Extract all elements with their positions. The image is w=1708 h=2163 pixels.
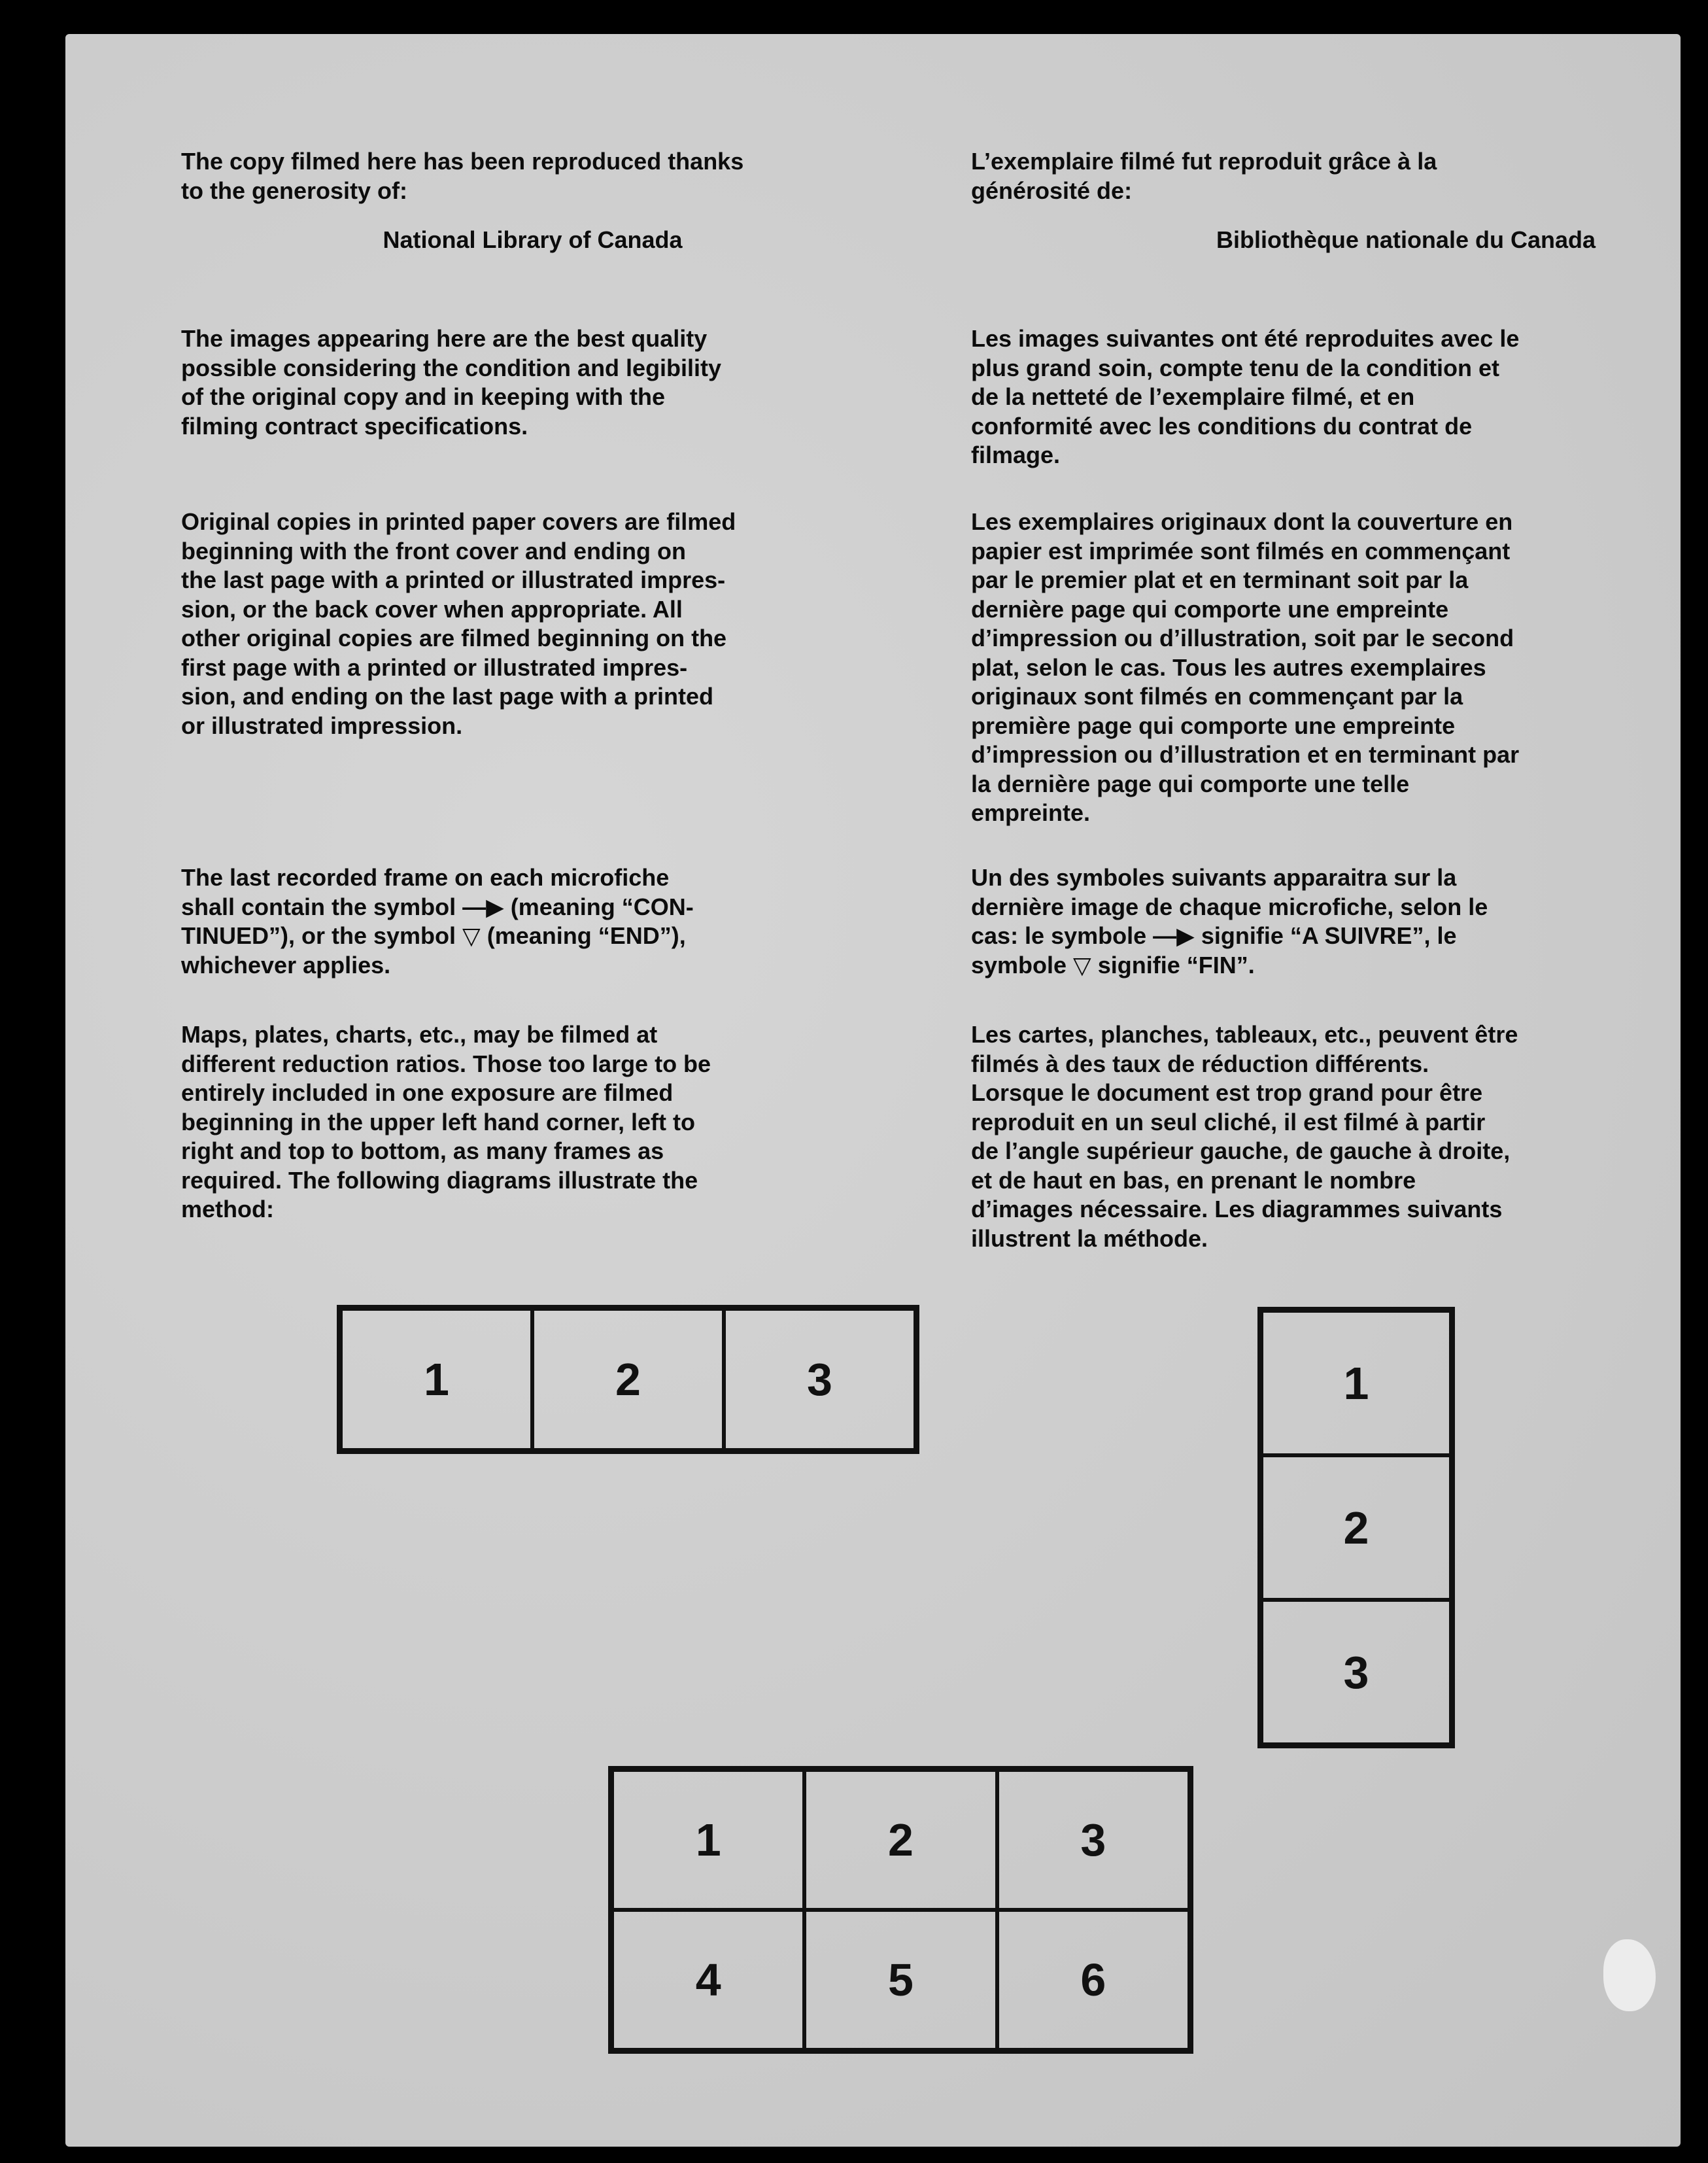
originals-note-fr: Les exemplaires originaux dont la couverture en papier est imprimée sont filmés en commençant par le premier plat et en terminant soit par la dernière page qui comporte une empreinte d’impression ou d’illustration, soit par le second plat, selon le cas. Tous les autres exemplaires originaux sont filmés en commençant par la première page qui comporte une empreinte d’impression ou d’illustration et en terminant par la dernière page qui comporte une telle empreinte. (971, 508, 1520, 826)
originals-note-en: Original copies in printed paper covers are filmed beginning with the front cover and ending on the last page with a printed or illustrated impres- sion, or the back cover when appropriate. All other original copies are filmed beginning on the first page with a printed or illustrated impres- sion, and ending on the last page with a printed or illustrated impression. (181, 508, 736, 739)
frame-cell: 2 (532, 1309, 724, 1450)
frame-cell: 2 (1261, 1455, 1451, 1600)
quality-note-en: The images appearing here are the best quality possible considering the condition and legibility of the original copy and in keeping with the filming contract specifications. (181, 325, 722, 440)
frame-cell: 6 (997, 1910, 1189, 2050)
maps-note-en: Maps, plates, charts, etc., may be filmed at different reduction ratios. Those too large to be entirely included in one exposure are filmed beginning in the upper left hand corner, left to right and top to bottom, as many frames as required. The following diagrams illustrate the method: (181, 1021, 711, 1222)
credit-name-fr: Bibliothèque nationale du Canada (1216, 226, 1596, 253)
frame-cell: 1 (612, 1770, 804, 1910)
frame-cell: 3 (997, 1770, 1189, 1910)
frame-cell: 4 (612, 1910, 804, 2050)
frame-cell: 2 (804, 1770, 997, 1910)
frame-cell: 3 (724, 1309, 915, 1450)
frame-cell: 1 (341, 1309, 532, 1450)
symbols-note-fr: Un des symboles suivants apparaitra sur la dernière image de chaque microfiche, selon le cas: le symbole —▶ signifie “A SUIVRE”, le symbole ▽ signifie “FIN”. (971, 864, 1488, 978)
paper-damage-spot (1603, 1939, 1656, 2011)
quality-note-fr: Les images suivantes ont été reproduites avec le plus grand soin, compte tenu de la condition et de la netteté de l’exemplaire filmé, et en conformité avec les conditions du contrat de filmage. (971, 325, 1520, 468)
frame-cell: 5 (804, 1910, 997, 2050)
credit-intro-fr: L’exemplaire filmé fut reproduit grâce à la générosité de: (971, 148, 1437, 204)
credit-name-en: National Library of Canada (383, 226, 683, 253)
frame-cell: 1 (1261, 1311, 1451, 1455)
maps-note-fr: Les cartes, planches, tableaux, etc., peuvent être filmés à des taux de réduction différents. Lorsque le document est trop grand pour être reproduit en un seul cliché, il est filmé à partir de l’angle supérieur gauche, de gauche à droite, et de haut en bas, en prenant le nombre d’images nécessaire. Les diagrammes suivants illustrent la méthode. (971, 1021, 1518, 1252)
diagram-horizontal-frames (337, 1305, 919, 1454)
symbols-note-en: The last recorded frame on each microfiche shall contain the symbol —▶ (meaning “CON- TINUED”), or the symbol ▽ (meaning “END”), whichever applies. (181, 864, 694, 978)
diagram-grid-frames (608, 1766, 1193, 2054)
diagram-vertical-frames (1257, 1307, 1455, 1748)
credit-intro-en: The copy filmed here has been reproduced thanks to the generosity of: (181, 148, 744, 204)
frame-cell: 3 (1261, 1600, 1451, 1744)
